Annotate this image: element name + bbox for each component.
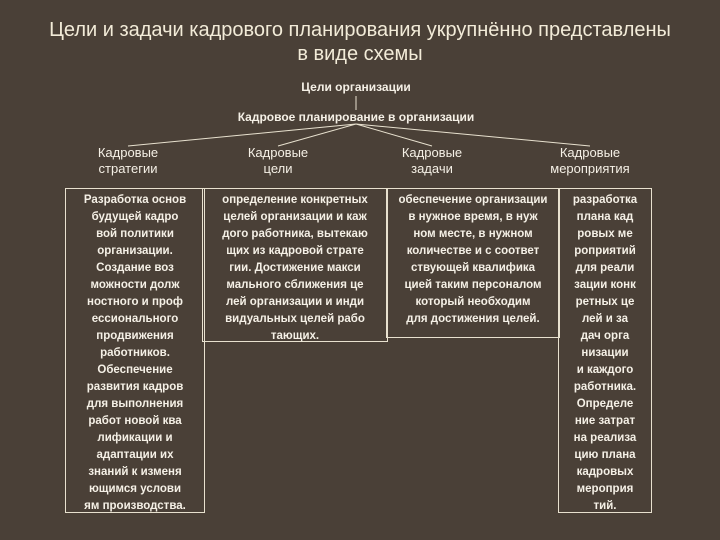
column-text-line: дого работника, вытекаю — [222, 228, 368, 240]
node-organization-goals: Цели организации — [301, 80, 411, 94]
column-text-line: продвижения — [96, 330, 174, 342]
column-text-line: ние затрат — [574, 415, 636, 427]
category-label-line: Кадровые — [559, 145, 621, 160]
column-text-line: ям производства. — [84, 500, 186, 512]
column-text-line: цию плана — [574, 449, 636, 461]
column-text-line: цией таким персоналом — [404, 279, 542, 291]
column-text-line: для достижения целей. — [406, 313, 540, 325]
column-text-activities — [559, 192, 651, 515]
category-label-line: Кадровые — [401, 145, 463, 160]
column-text-line: и каждого — [576, 364, 634, 376]
column-text-line: плана кад — [576, 211, 634, 223]
node-hr-planning: Кадровое планирование в организации — [237, 110, 475, 124]
column-text-line: ном месте, в нужном — [413, 228, 533, 240]
column-text-strategies — [66, 192, 204, 515]
column-text-line: ющимся услови — [88, 483, 182, 495]
column-text-line: кадровых — [576, 466, 634, 478]
column-text-line: мероприя — [576, 483, 634, 495]
column-text-line: мального сближения це — [226, 279, 364, 291]
category-label-line: цели — [263, 161, 293, 176]
column-text-line: для реали — [575, 262, 635, 274]
column-text-line: в нужное время, в нуж — [408, 211, 538, 223]
column-text-line: ессионального — [91, 313, 179, 325]
column-text-line: ровых ме — [577, 228, 633, 240]
column-text-line: адаптации их — [96, 449, 174, 461]
column-text-line: Создание воз — [96, 262, 174, 274]
column-text-line: зации конк — [574, 279, 636, 291]
column-text-line: будущей кадро — [91, 211, 179, 223]
column-text-line: работ новой ква — [88, 415, 182, 427]
column-text-line: Обеспечение — [97, 364, 173, 376]
column-text-line: ствующей квалифика — [410, 262, 536, 274]
column-text-line: ретных це — [575, 296, 635, 308]
column-text-line: видуальных целей рабо — [225, 313, 365, 325]
column-text-line: развития кадров — [86, 381, 184, 393]
column-text-line: ностного и проф — [87, 296, 183, 308]
category-hr-goals — [222, 145, 334, 177]
column-text-line: лификации и — [97, 432, 173, 444]
column-text-line: тающих. — [270, 330, 320, 342]
column-text-line: обеспечение организации — [398, 194, 548, 206]
connector-planning-to-strategies — [128, 124, 356, 146]
slide-title-line-1: Цели и задачи кадрового планирования укрупнённо представлены — [49, 19, 671, 41]
column-text-line: Разработка основ — [83, 194, 187, 206]
category-label-line: задачи — [411, 161, 453, 176]
column-text-tasks — [387, 192, 559, 328]
column-text-line: вой политики — [96, 228, 174, 240]
category-hr-activities — [532, 145, 648, 177]
category-hr-strategies — [72, 145, 184, 177]
column-text-line: для выполнения — [86, 398, 184, 410]
column-text-line: работника. — [573, 381, 637, 393]
column-text-line: разработка — [572, 194, 638, 206]
column-text-line: работников. — [100, 347, 170, 359]
column-text-line: можности долж — [90, 279, 180, 291]
column-text-line: Определе — [576, 398, 634, 410]
column-text-line: организации. — [97, 245, 173, 257]
column-text-line: низации — [581, 347, 629, 359]
column-text-line: количестве и с соответ — [406, 245, 540, 257]
category-hr-tasks — [376, 145, 488, 177]
column-text-line: дач орга — [580, 330, 630, 342]
connector-planning-to-activities — [356, 124, 590, 146]
column-text-line: роприятий — [574, 245, 636, 257]
column-text-line: на реализа — [573, 432, 637, 444]
column-text-line: который необходим — [415, 296, 531, 308]
category-label-line: Кадровые — [247, 145, 309, 160]
column-text-goals — [203, 192, 387, 345]
slide-title-line-2: в виде схемы — [297, 43, 423, 65]
column-text-line: определение конкретных — [222, 194, 368, 206]
column-text-line: лей организации и инди — [225, 296, 365, 308]
column-text-line: гии. Достижение макси — [229, 262, 361, 274]
category-label-line: Кадровые — [97, 145, 159, 160]
category-label-line: мероприятия — [550, 161, 630, 176]
column-text-line: лей и за — [581, 313, 629, 325]
column-text-line: тий. — [593, 500, 617, 512]
column-text-line: целей организации и каж — [223, 211, 367, 223]
category-label-line: стратегии — [98, 161, 158, 176]
column-text-line: знаний к изменя — [88, 466, 182, 478]
column-text-line: щих из кадровой страте — [226, 245, 364, 257]
